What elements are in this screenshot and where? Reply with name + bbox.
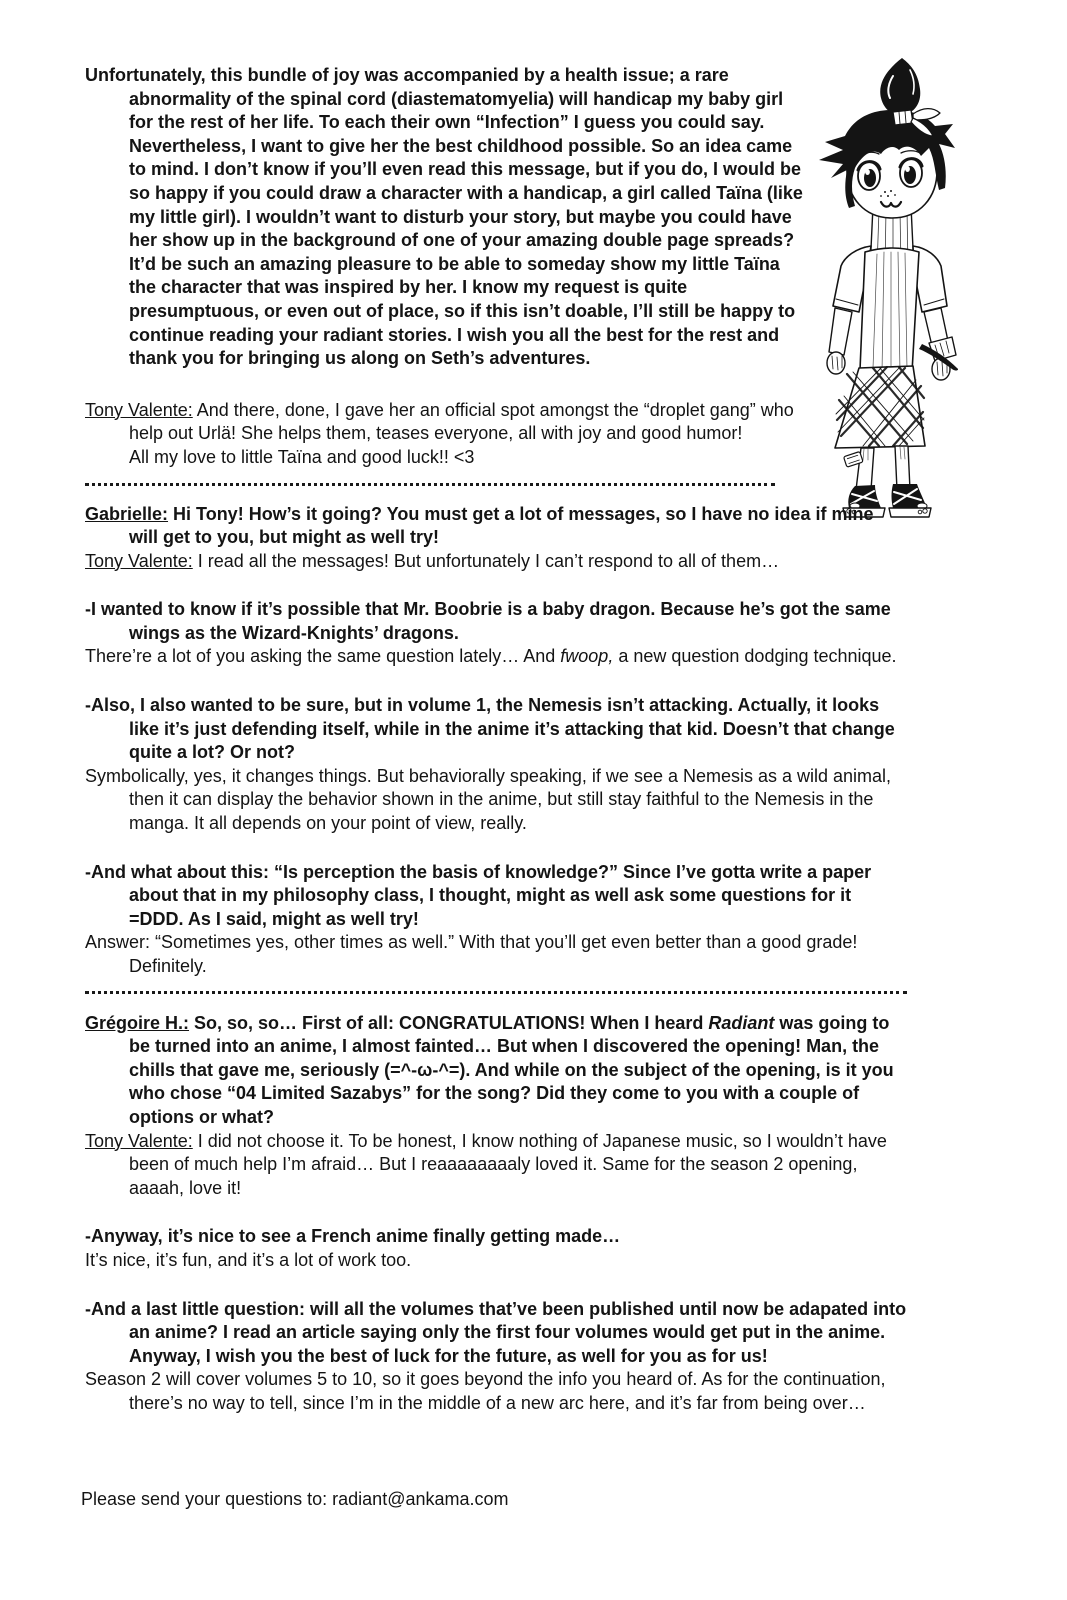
tony-answer-gabrielle-2: There’re a lot of you asking the same question lately… And fwoop, a new question dodging technique. xyxy=(85,646,897,667)
gregoire-question-2: -Anyway, it’s nice to see a French anime finally getting made… xyxy=(85,1226,621,1247)
tony-answer-gregoire-1: Tony Valente: I did not choose it. To be honest, I know nothing of Japanese music, so I wouldn’t have been of much help I’m afraid… But I reaaaaaaaaly loved it. Same for the season 2 opening, aaaah, love it! xyxy=(85,1130,887,1198)
contact-line: Please send your questions to: radiant@ankama.com xyxy=(81,1488,509,1509)
tony-reply-letter: Tony Valente: And there, done, I gave her an official spot amongst the “droplet gang” who help out Urlä! She helps them, teases everyone, all with joy and good humor! All my love to little Taïna and good luck!! <3 xyxy=(85,399,794,467)
gabrielle-question-2: -I wanted to know if it’s possible that Mr. Boobrie is a baby dragon. Because he’s got the same wings as the Wizard-Knights’ dragons. xyxy=(85,599,891,643)
tony-answer-gabrielle-3: Symbolically, yes, it changes things. But behaviorally speaking, if we see a Nemesis as a wild animal, then it can display the behavior shown in the anime, but still stay faithful to the Nemesis in the manga. It all depends on your point of view, really. xyxy=(85,765,892,834)
fan-letter-text: Unfortunately, this bundle of joy was accompanied by a health issue; a rare abnormality of the spinal cord (diastematomyelia) will handicap my baby girl for the rest of her life. To each their own “Infection” I guess you could say. Nevertheless, I want to give her the best childhood possible. So an idea came to mind. I don’t know if you’ll even read this message, but if you do, I would be so happy if you could draw a character with a handicap, a girl called Taïna (like my little girl). I wouldn’t want to disturb your story, but maybe you could have her show up in the background of one of your amazing double page spreads? It’d be such an amazing pleasure to be able to someday show my little Taïna the character that was inspired by her. I know my request is quite presumptuous, or even out of place, so if this isn’t doable, I’ll still be happy to continue reading your radiant stories. I wish you all the best for the rest and thank you for bringing us along on Seth’s adventures. xyxy=(85,65,803,369)
gabrielle-question-4: -And what about this: “Is perception the basis of knowledge?” Since I’ve gotta write a paper about that in my philosophy class, I thought, might as well ask some questions for it =DDD. As I said, might as well try! xyxy=(85,861,872,929)
tony-answer-gabrielle-4: Answer: “Sometimes yes, other times as well.” With that you’ll get even better than a good grade! Definitely. xyxy=(85,932,858,976)
gregoire-question-3: -And a last little question: will all the volumes that’ve been published until now be adapated into an anime? I read an article saying only the first four volumes would get put in the anime. Anyway, I wish you the best of luck for the future, as well for you as for us! xyxy=(85,1298,907,1366)
gregoire-question-1: Grégoire H.: So, so, so… First of all: CONGRATULATIONS! When I heard Radiant was going to be turned into an anime, I almost fainted… But when I discovered the opening! Man, the chills that gave me, seriously (=^-ω-^=). And while on the subject of the opening, is it you who chose “04 Limited Sazabys” for the song? Did they come to you with a couple of options or what? xyxy=(85,1012,894,1127)
gabrielle-question-3: -Also, I also wanted to be sure, but in volume 1, the Nemesis isn’t attacking. Actually, it looks like it’s just defending itself, while in the anime it’s attacking that kid. Doesn’t that change quite a lot? Or not? xyxy=(85,695,895,763)
tony-answer-gabrielle-1: Tony Valente: I read all the messages! But unfortunately I can’t respond to all of them… xyxy=(85,550,780,571)
qa-content xyxy=(81,64,907,1511)
dotted-separator xyxy=(85,483,775,486)
tony-answer-gregoire-3: Season 2 will cover volumes 5 to 10, so it goes beyond the info you heard of. As for the continuation, there’s no way to tell, since I’m in the middle of a new arc here, and it’s far from being over… xyxy=(85,1369,886,1413)
tony-answer-gregoire-2: It’s nice, it’s fun, and it’s a lot of work too. xyxy=(85,1249,412,1270)
dotted-separator xyxy=(85,991,907,994)
gabrielle-question-1: Gabrielle: Hi Tony! How’s it going? You must get a lot of messages, so I have no idea if mine will get to you, but might as well try! xyxy=(85,503,874,548)
